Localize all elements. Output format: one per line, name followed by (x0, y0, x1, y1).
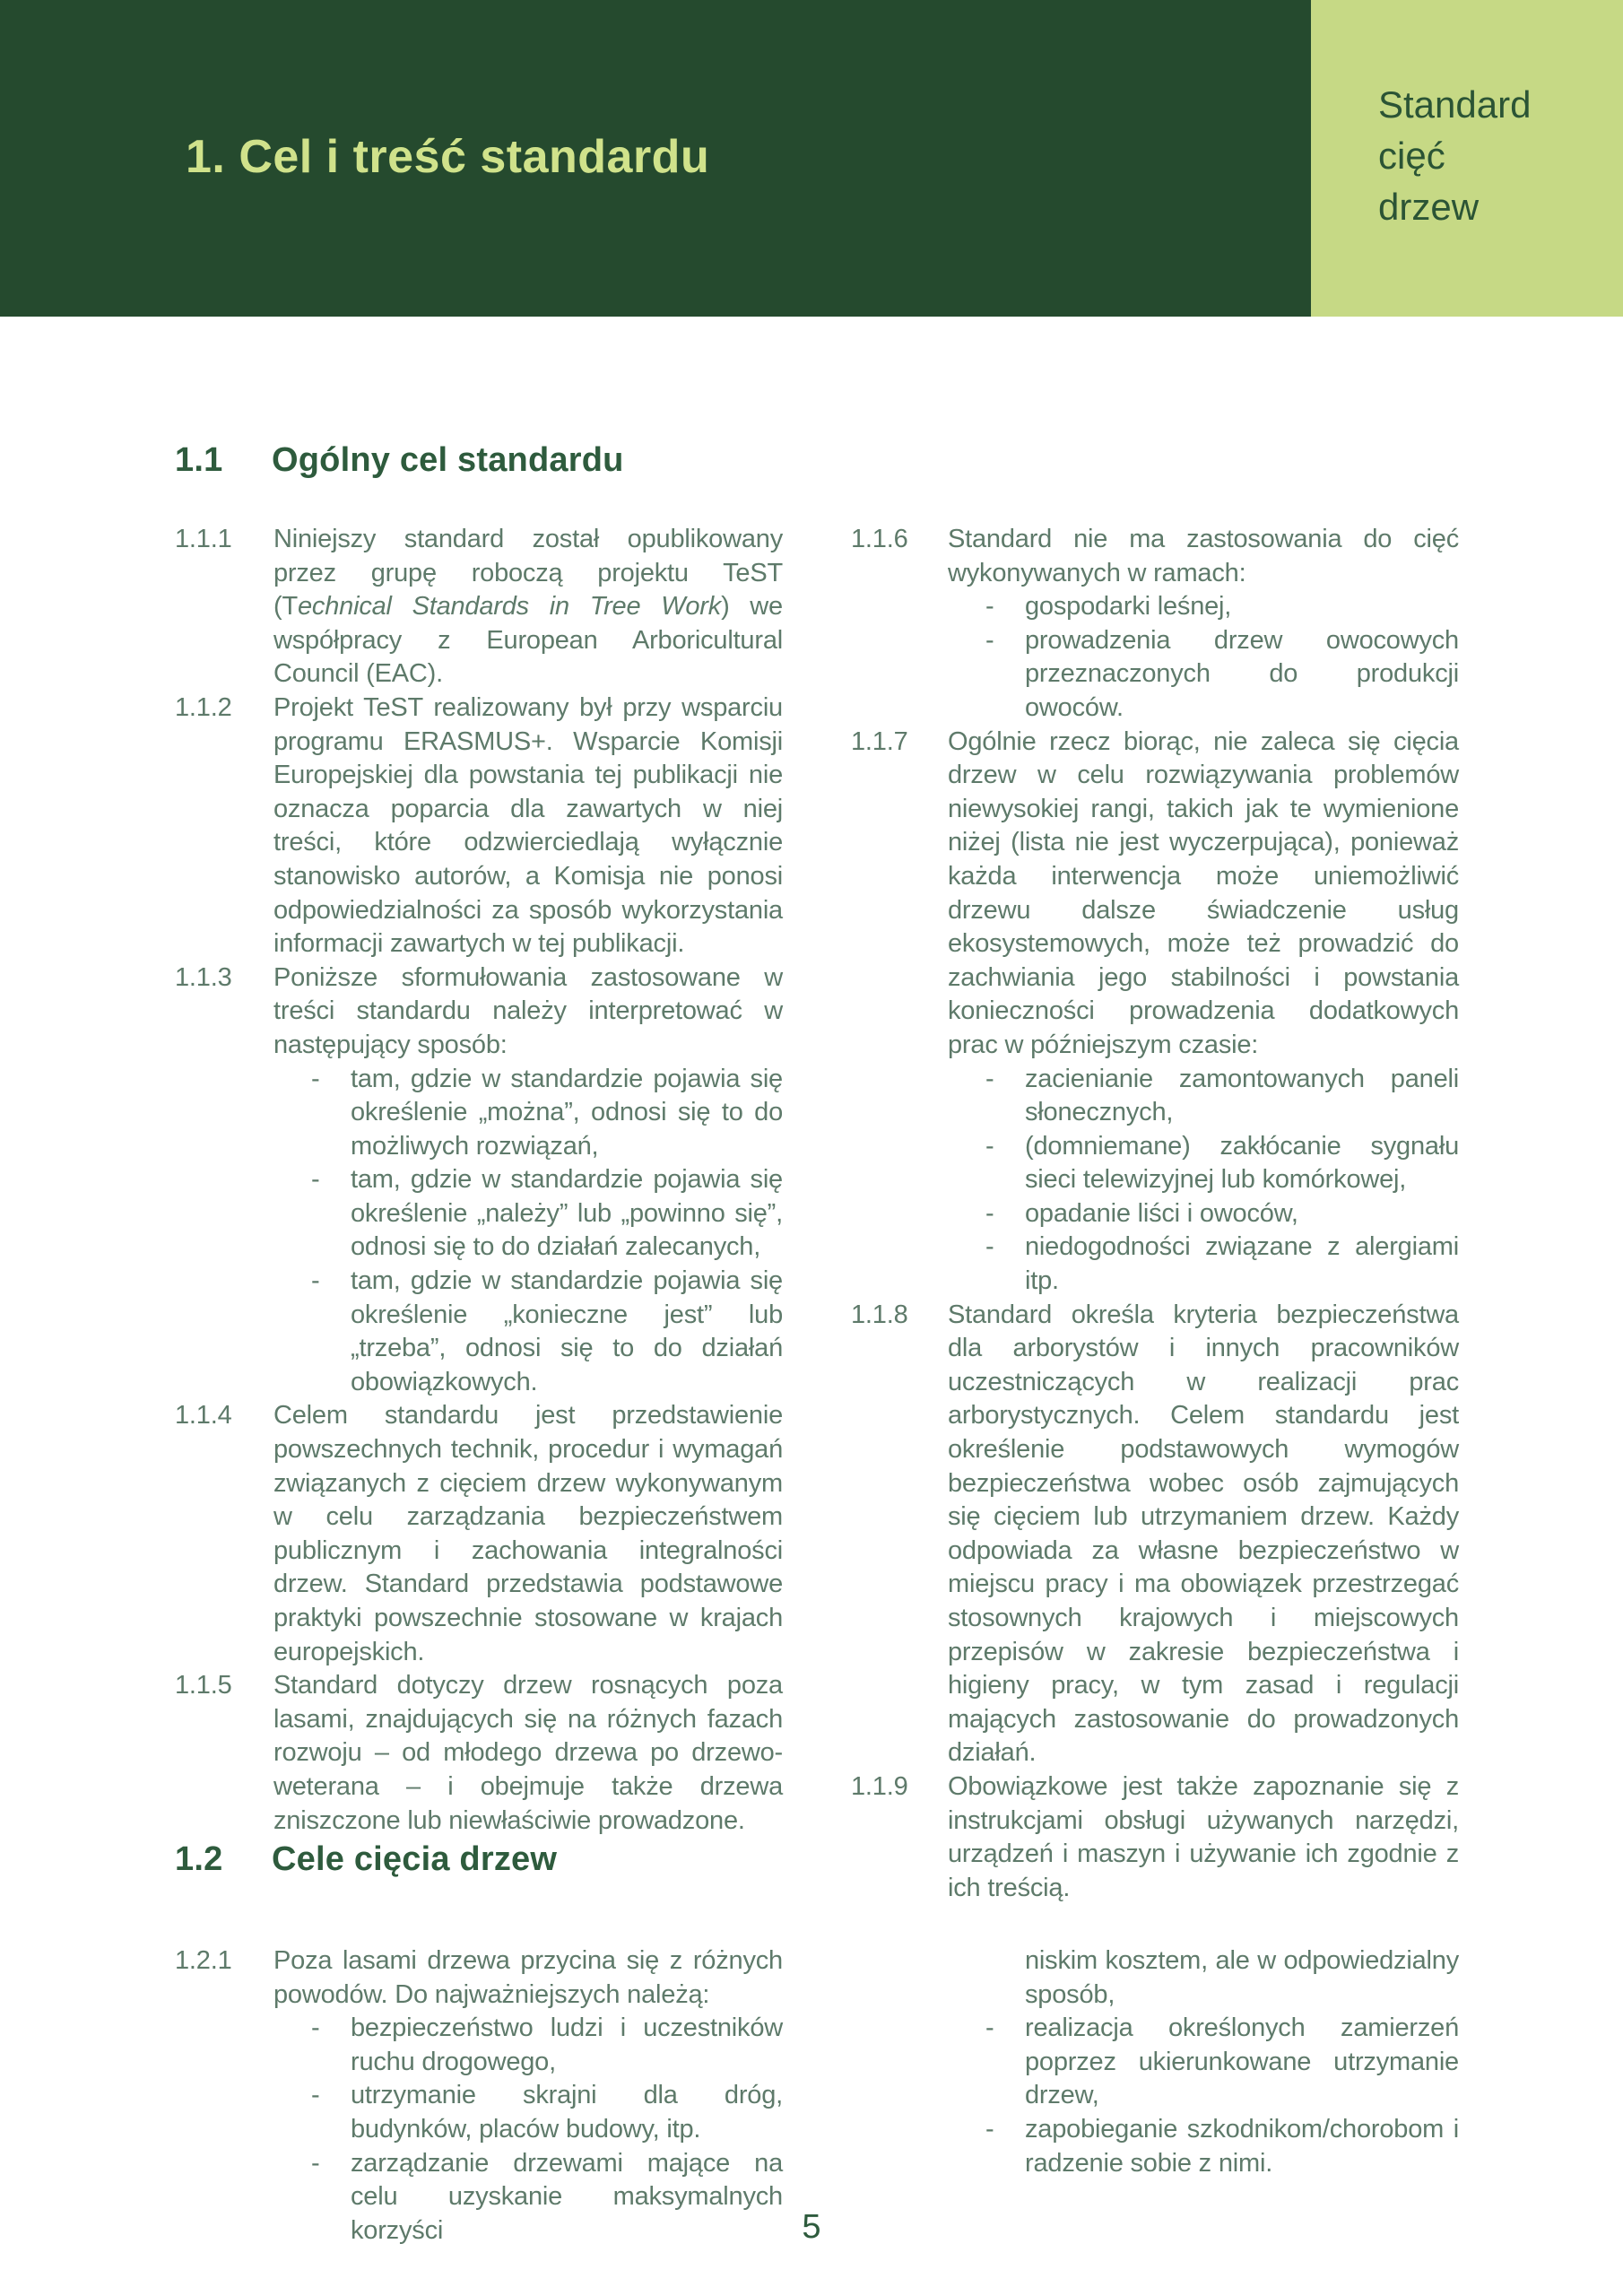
paragraph (175, 1944, 783, 2248)
section-number: 1.2 (175, 1840, 223, 1878)
paragraph (851, 523, 1459, 726)
paragraph-body (273, 961, 783, 1063)
text-column-right (851, 1944, 1459, 2180)
corner-tab-box (1311, 0, 1623, 317)
bullet-dash-marker: - (311, 2081, 320, 2110)
chapter-title: 1. Cel i treść standardu (186, 131, 710, 183)
text-run: Poza lasami drzewa przycina się z różnych powodów. Do najważniejszych należą: (273, 1946, 783, 2009)
paragraph-number: 1.2.1 (175, 1946, 232, 1975)
section-heading (175, 441, 624, 480)
paragraph-body (273, 691, 783, 961)
paragraph-number: 1.1.7 (851, 726, 908, 756)
paragraph-text (948, 1770, 1459, 1905)
bullet-item (948, 1130, 1459, 1197)
paragraph-text (948, 726, 1459, 1299)
bullet-dash-marker: - (985, 592, 994, 622)
paragraph-number: 1.1.9 (851, 1771, 908, 1801)
bullet-dash-marker: - (311, 1165, 320, 1195)
bullet-text: tam, gdzie w standardzie pojawia się określenie „należy” lub „powinno się”, odnosi się to do działań zalecanych, (351, 1165, 783, 1262)
paragraph-text (273, 1669, 783, 1838)
bullet-item (948, 2113, 1459, 2180)
paragraph-body (948, 1770, 1459, 1905)
section-title: Ogólny cel standardu (272, 441, 624, 479)
paragraph-body (273, 1669, 783, 1838)
paragraph-text (273, 961, 783, 1400)
bullet-dash-marker: - (985, 1131, 994, 1161)
text-run: Obowiązkowe jest także zapoznanie się z instrukcjami obsługi używanych narzędzi, urządzeń i maszyn i używanie ich zgodnie z ich treścią. (948, 1771, 1459, 1902)
paragraph-text (273, 523, 783, 691)
bullet-item (273, 2079, 783, 2146)
paragraph (175, 1669, 783, 1838)
bullet-dash-marker: - (985, 1232, 994, 1262)
paragraph-number: 1.1.8 (851, 1300, 908, 1329)
paragraph (175, 691, 783, 961)
paragraph-number: 1.1.2 (175, 692, 232, 722)
bullet-dash-marker: - (985, 625, 994, 655)
corner-tab-line: Standard (1378, 83, 1532, 126)
text-run: ) we współpracy z European Arboricultural Council (EAC). (273, 592, 783, 689)
bullet-dash-marker: - (985, 1064, 994, 1093)
text-run: Standard nie ma zastosowania do cięć wykonywanych w ramach: (948, 525, 1459, 587)
bullet-item (948, 2012, 1459, 2113)
paragraph-body (948, 726, 1459, 1063)
paragraph-number: 1.1.4 (175, 1401, 232, 1431)
section-heading (175, 1840, 557, 1879)
bullet-item (948, 590, 1459, 624)
paragraph-number: 1.1.5 (175, 1671, 232, 1700)
bullet-item (273, 2012, 783, 2079)
bullet-dash-marker: - (985, 2013, 994, 2043)
paragraph-body (273, 1399, 783, 1669)
paragraph (851, 1944, 1459, 2180)
paragraph-body (273, 1944, 783, 2012)
bullet-dash-marker: - (985, 2114, 994, 2144)
bullet-text: (domniemane) zakłócanie sygnału sieci telewizyjnej lub komórkowej, (1025, 1131, 1459, 1195)
bullet-dash-marker: - (311, 1064, 320, 1093)
text-run: Projekt TeST realizowany był przy wsparciu programu ERASMUS+. Wsparcie Komisji Europejskiej dla powstania tej publikacji nie oznacza poparcia dla zawartych w niej treści, które odzwierciedlają wyłącznie stanowisko autorów, a Komisja nie ponosi odpowiedzialności za sposób wykorzystania informacji zawartych w tej publikacji. (273, 692, 783, 959)
bullet-item (948, 624, 1459, 726)
bullet-text: zacienianie zamontowanych paneli słonecznych, (1025, 1064, 1459, 1127)
paragraph-text (948, 1944, 1459, 2180)
text-run: Ogólnie rzecz biorąc, nie zaleca się cięcia drzew w celu rozwiązywania problemów niewysokiej rangi, takich jak te wymienione niżej (lista nie jest wyczerpująca), ponieważ każda interwencja może uniemożliwić drzewu dalsze świadczenie usług ekosystemowych, może też prowadzić do zachwiania jego stabilności i powstania konieczności prowadzenia dodatkowych prac w późniejszym czasie: (948, 726, 1459, 1059)
paragraph (851, 1299, 1459, 1770)
paragraph-body (273, 523, 783, 691)
paragraph (175, 523, 783, 691)
bullet-text: zarządzanie drzewami mające na celu uzyskanie maksymalnych korzyści (351, 2148, 783, 2245)
bullet-text: tam, gdzie w standardzie pojawia się określenie „konieczne jest” lub „trzeba”, odnosi się to do działań obowiązkowych. (351, 1266, 783, 1396)
text-column-left (175, 523, 783, 1838)
bullet-dash-marker: - (311, 1266, 320, 1296)
bullet-text: utrzymanie skrajni dla dróg, budynków, placów budowy, itp. (351, 2081, 783, 2144)
corner-tab-text (1378, 79, 1531, 232)
section-number: 1.1 (175, 441, 223, 479)
bullet-text: gospodarki leśnej, (1025, 592, 1232, 622)
page-number: 5 (802, 2208, 821, 2246)
paragraph-body (948, 1299, 1459, 1770)
text-column-left (175, 1944, 783, 2248)
text-run: Poniższe sformułowania zastosowane w treści standardu należy interpretować w następujący sposób: (273, 962, 783, 1059)
bullet-dash-marker: - (985, 1198, 994, 1228)
bullet-text: prowadzenia drzew owocowych przeznaczonych do produkcji owoców. (1025, 625, 1459, 722)
paragraph-text (273, 691, 783, 961)
paragraph-number: 1.1.6 (851, 525, 908, 553)
bullet-text: niedogodności związane z alergiami itp. (1025, 1232, 1459, 1296)
paragraph (175, 961, 783, 1400)
bullet-dash-marker: - (311, 2013, 320, 2043)
text-run: Standard określa kryteria bezpieczeństwa dla arborystów i innych pracowników uczestniczących w realizacji prac arborystycznych. Celem standardu jest określenie podstawowych wymogów bezpieczeństwa wobec osób zajmujących się cięciem lub utrzymaniem drzew. Każdy odpowiada za własne bezpieczeństwo w miejscu pracy i ma obowiązek przestrzegać stosownych krajowych i miejscowych przepisów w zakresie bezpieczeństwa i higieny pracy, w tym zasad i regulacji mających zastosowanie do prowadzonych działań. (948, 1300, 1459, 1768)
corner-tab-line: cięć (1378, 135, 1445, 177)
bullet-continuation-text: niskim kosztem, ale w odpowiedzialny sposób, (1025, 1946, 1459, 2009)
bullet-item (273, 1063, 783, 1164)
bullet-text: opadanie liści i owoców, (1025, 1198, 1298, 1228)
paragraph-text (948, 1299, 1459, 1770)
section-title: Cele cięcia drzew (272, 1840, 558, 1878)
text-run: Niniejszy standard został opublikowany przez grupę roboczą projektu TeST (T (273, 525, 783, 622)
paragraph (851, 1770, 1459, 1905)
text-column-right (851, 523, 1459, 1905)
text-run: Standard dotyczy drzew rosnących poza lasami, znajdujących się na różnych fazach rozwoju – od młodego drzewa po drzewo-weterana – i obejmuje także drzewa zniszczone lub niewłaściwie prowadzone. (273, 1671, 783, 1835)
paragraph-body (948, 523, 1459, 590)
bullet-item (948, 1197, 1459, 1231)
bullet-item (948, 1231, 1459, 1298)
bullet-text: tam, gdzie w standardzie pojawia się określenie „można”, odnosi się to do możliwych rozwiązań, (351, 1064, 783, 1161)
bullet-text: zapobieganie szkodnikom/chorobom i radzenie sobie z nimi. (1025, 2114, 1459, 2178)
paragraph-text (948, 523, 1459, 726)
text-run: Celem standardu jest przedstawienie powszechnych technik, procedur i wymagań związanych z cięciem drzew wykonywanym w celu zarządzania bezpieczeństwem publicznym i zachowania integralności drzew. Standard przedstawia podstawowe praktyki powszechnie stosowane w krajach europejskich. (273, 1401, 783, 1666)
bullet-text: realizacja określonych zamierzeń poprzez ukierunkowane utrzymanie drzew, (1025, 2013, 1459, 2110)
bullet-dash-marker: - (311, 2148, 320, 2178)
italic-text-run: echnical Standards in Tree Work (297, 592, 722, 622)
paragraph-number: 1.1.1 (175, 525, 232, 553)
bullet-item (273, 1163, 783, 1265)
paragraph (851, 726, 1459, 1299)
paragraph-text (273, 1944, 783, 2248)
paragraph-text (273, 1399, 783, 1669)
bullet-item (948, 1063, 1459, 1130)
corner-tab-line: drzew (1378, 186, 1480, 228)
bullet-item (273, 1265, 783, 1399)
paragraph-number: 1.1.3 (175, 962, 232, 992)
bullet-text: bezpieczeństwo ludzi i uczestników ruchu drogowego, (351, 2013, 783, 2076)
paragraph (175, 1399, 783, 1669)
